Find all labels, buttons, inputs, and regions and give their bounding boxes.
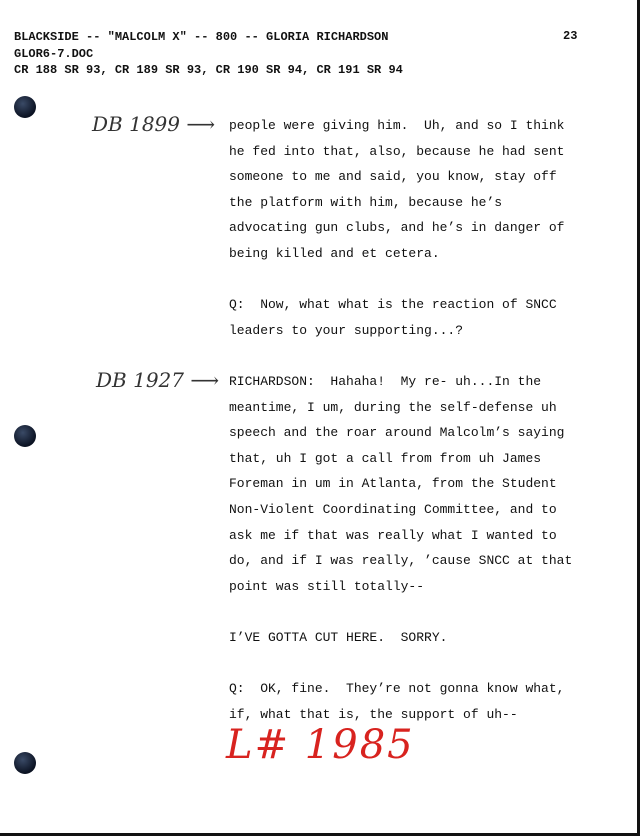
binder-hole-icon: [14, 425, 36, 447]
transcript-line: RICHARDSON: Hahaha! My re- uh...In the: [229, 373, 542, 389]
transcript-body: [229, 113, 572, 727]
timecode-text: DB 1899: [92, 112, 180, 136]
transcript-line: advocating gun clubs, and he’s in danger of: [229, 220, 565, 236]
blank-line: [229, 343, 572, 369]
transcript-line: I’VE GOTTA CUT HERE. SORRY.: [229, 629, 448, 645]
transcript-line: people were giving him. Uh, and so I think: [229, 118, 565, 133]
transcript-line: that, uh I got a call from from uh James: [229, 450, 542, 466]
page-number: 23: [563, 29, 578, 43]
timecode-text: DB 1927: [96, 368, 184, 392]
transcript-line: if, what that is, the support of uh--: [229, 706, 518, 722]
transcript-line: Foreman in um in Atlanta, from the Student: [229, 476, 557, 492]
transcript-line: being killed and et cetera.: [229, 245, 440, 261]
handwritten-timecode-1: DB 1899 ⟶: [92, 112, 216, 136]
handwritten-red-note: L# 1985: [226, 722, 415, 768]
binder-hole-icon: [14, 752, 36, 774]
header-title: BLACKSIDE -- "MALCOLM X" -- 800 -- GLORIA RICHARDSON: [14, 30, 389, 44]
transcript-line: ask me if that was really what I wanted to: [229, 527, 557, 543]
transcript-line: someone to me and said, you know, stay off: [229, 169, 557, 185]
transcript-line: do, and if I was really, ’cause SNCC at that: [229, 553, 573, 569]
transcript-line: Q: Now, what what is the reaction of SNCC: [229, 297, 557, 313]
transcript-line: Non-Violent Coordinating Committee, and to: [229, 501, 557, 517]
transcript-line: the platform with him, because he’s: [229, 194, 503, 210]
transcript-line: he fed into that, also, because he had sent: [229, 143, 565, 159]
header-roll-numbers: CR 188 SR 93, CR 189 SR 93, CR 190 SR 94, CR 191 SR 94: [14, 63, 403, 77]
header-filename: GLOR6-7.DOC: [14, 46, 94, 61]
transcript-line: meantime, I um, during the self-defense uh: [229, 399, 557, 415]
document-header: [14, 29, 403, 79]
transcript-line: leaders to your supporting...?: [229, 322, 464, 338]
blank-line: [229, 599, 572, 625]
transcript-line: point was still totally--: [229, 578, 425, 594]
transcript-line: Q: OK, fine. They’re not gonna know what,: [229, 681, 565, 697]
handwritten-timecode-2: DB 1927 ⟶: [96, 368, 220, 392]
blank-line: [229, 267, 572, 293]
binder-hole-icon: [14, 96, 36, 118]
blank-line: [229, 650, 572, 676]
transcript-line: speech and the roar around Malcolm’s saying: [229, 425, 565, 441]
